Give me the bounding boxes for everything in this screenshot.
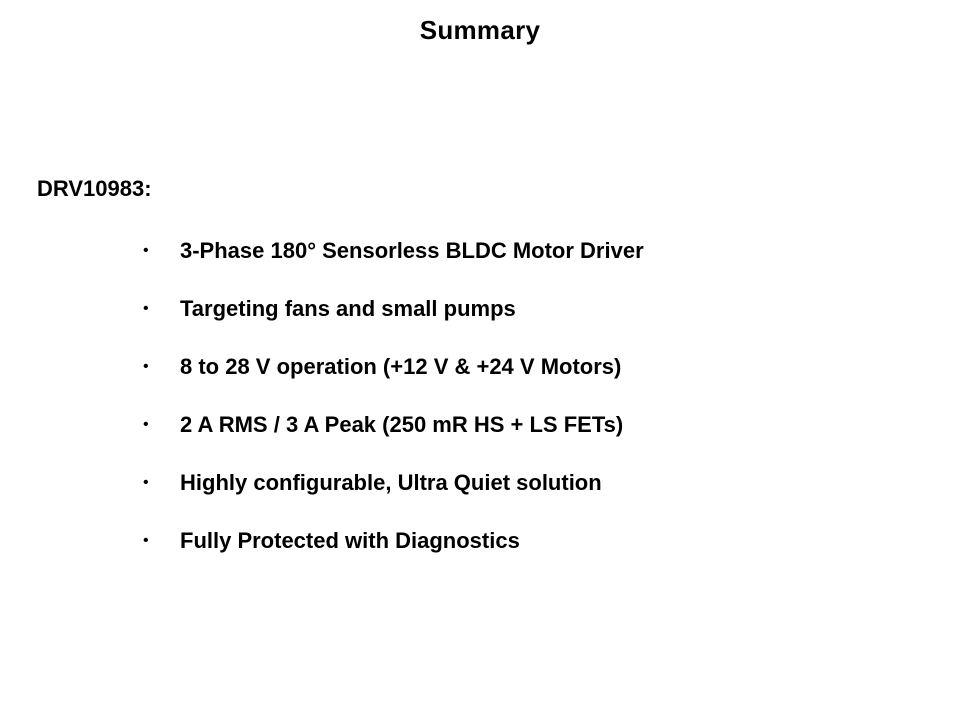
bullet-item xyxy=(0,524,960,582)
bullet-text: 3-Phase 180° Sensorless BLDC Motor Driver xyxy=(180,238,644,263)
bullet-icon: • xyxy=(143,300,149,317)
slide-title: Summary xyxy=(419,15,541,45)
section-heading: DRV10983: xyxy=(37,176,152,201)
bullet-text: Fully Protected with Diagnostics xyxy=(180,528,520,553)
bullet-icon: • xyxy=(143,242,149,259)
bullet-icon: • xyxy=(143,416,149,433)
bullet-item xyxy=(0,408,960,466)
bullet-text: 2 A RMS / 3 A Peak (250 mR HS + LS FETs) xyxy=(180,412,624,437)
bullet-icon: • xyxy=(143,532,149,549)
bullet-item xyxy=(0,292,960,350)
bullet-item xyxy=(0,234,960,292)
bullet-text: 8 to 28 V operation (+12 V & +24 V Motors) xyxy=(180,354,622,379)
bullet-list xyxy=(0,234,960,582)
bullet-icon: • xyxy=(143,474,149,491)
bullet-icon: • xyxy=(143,358,149,375)
bullet-item xyxy=(0,466,960,524)
bullet-text: Highly configurable, Ultra Quiet solution xyxy=(180,470,602,495)
bullet-text: Targeting fans and small pumps xyxy=(180,296,516,321)
bullet-item xyxy=(0,350,960,408)
